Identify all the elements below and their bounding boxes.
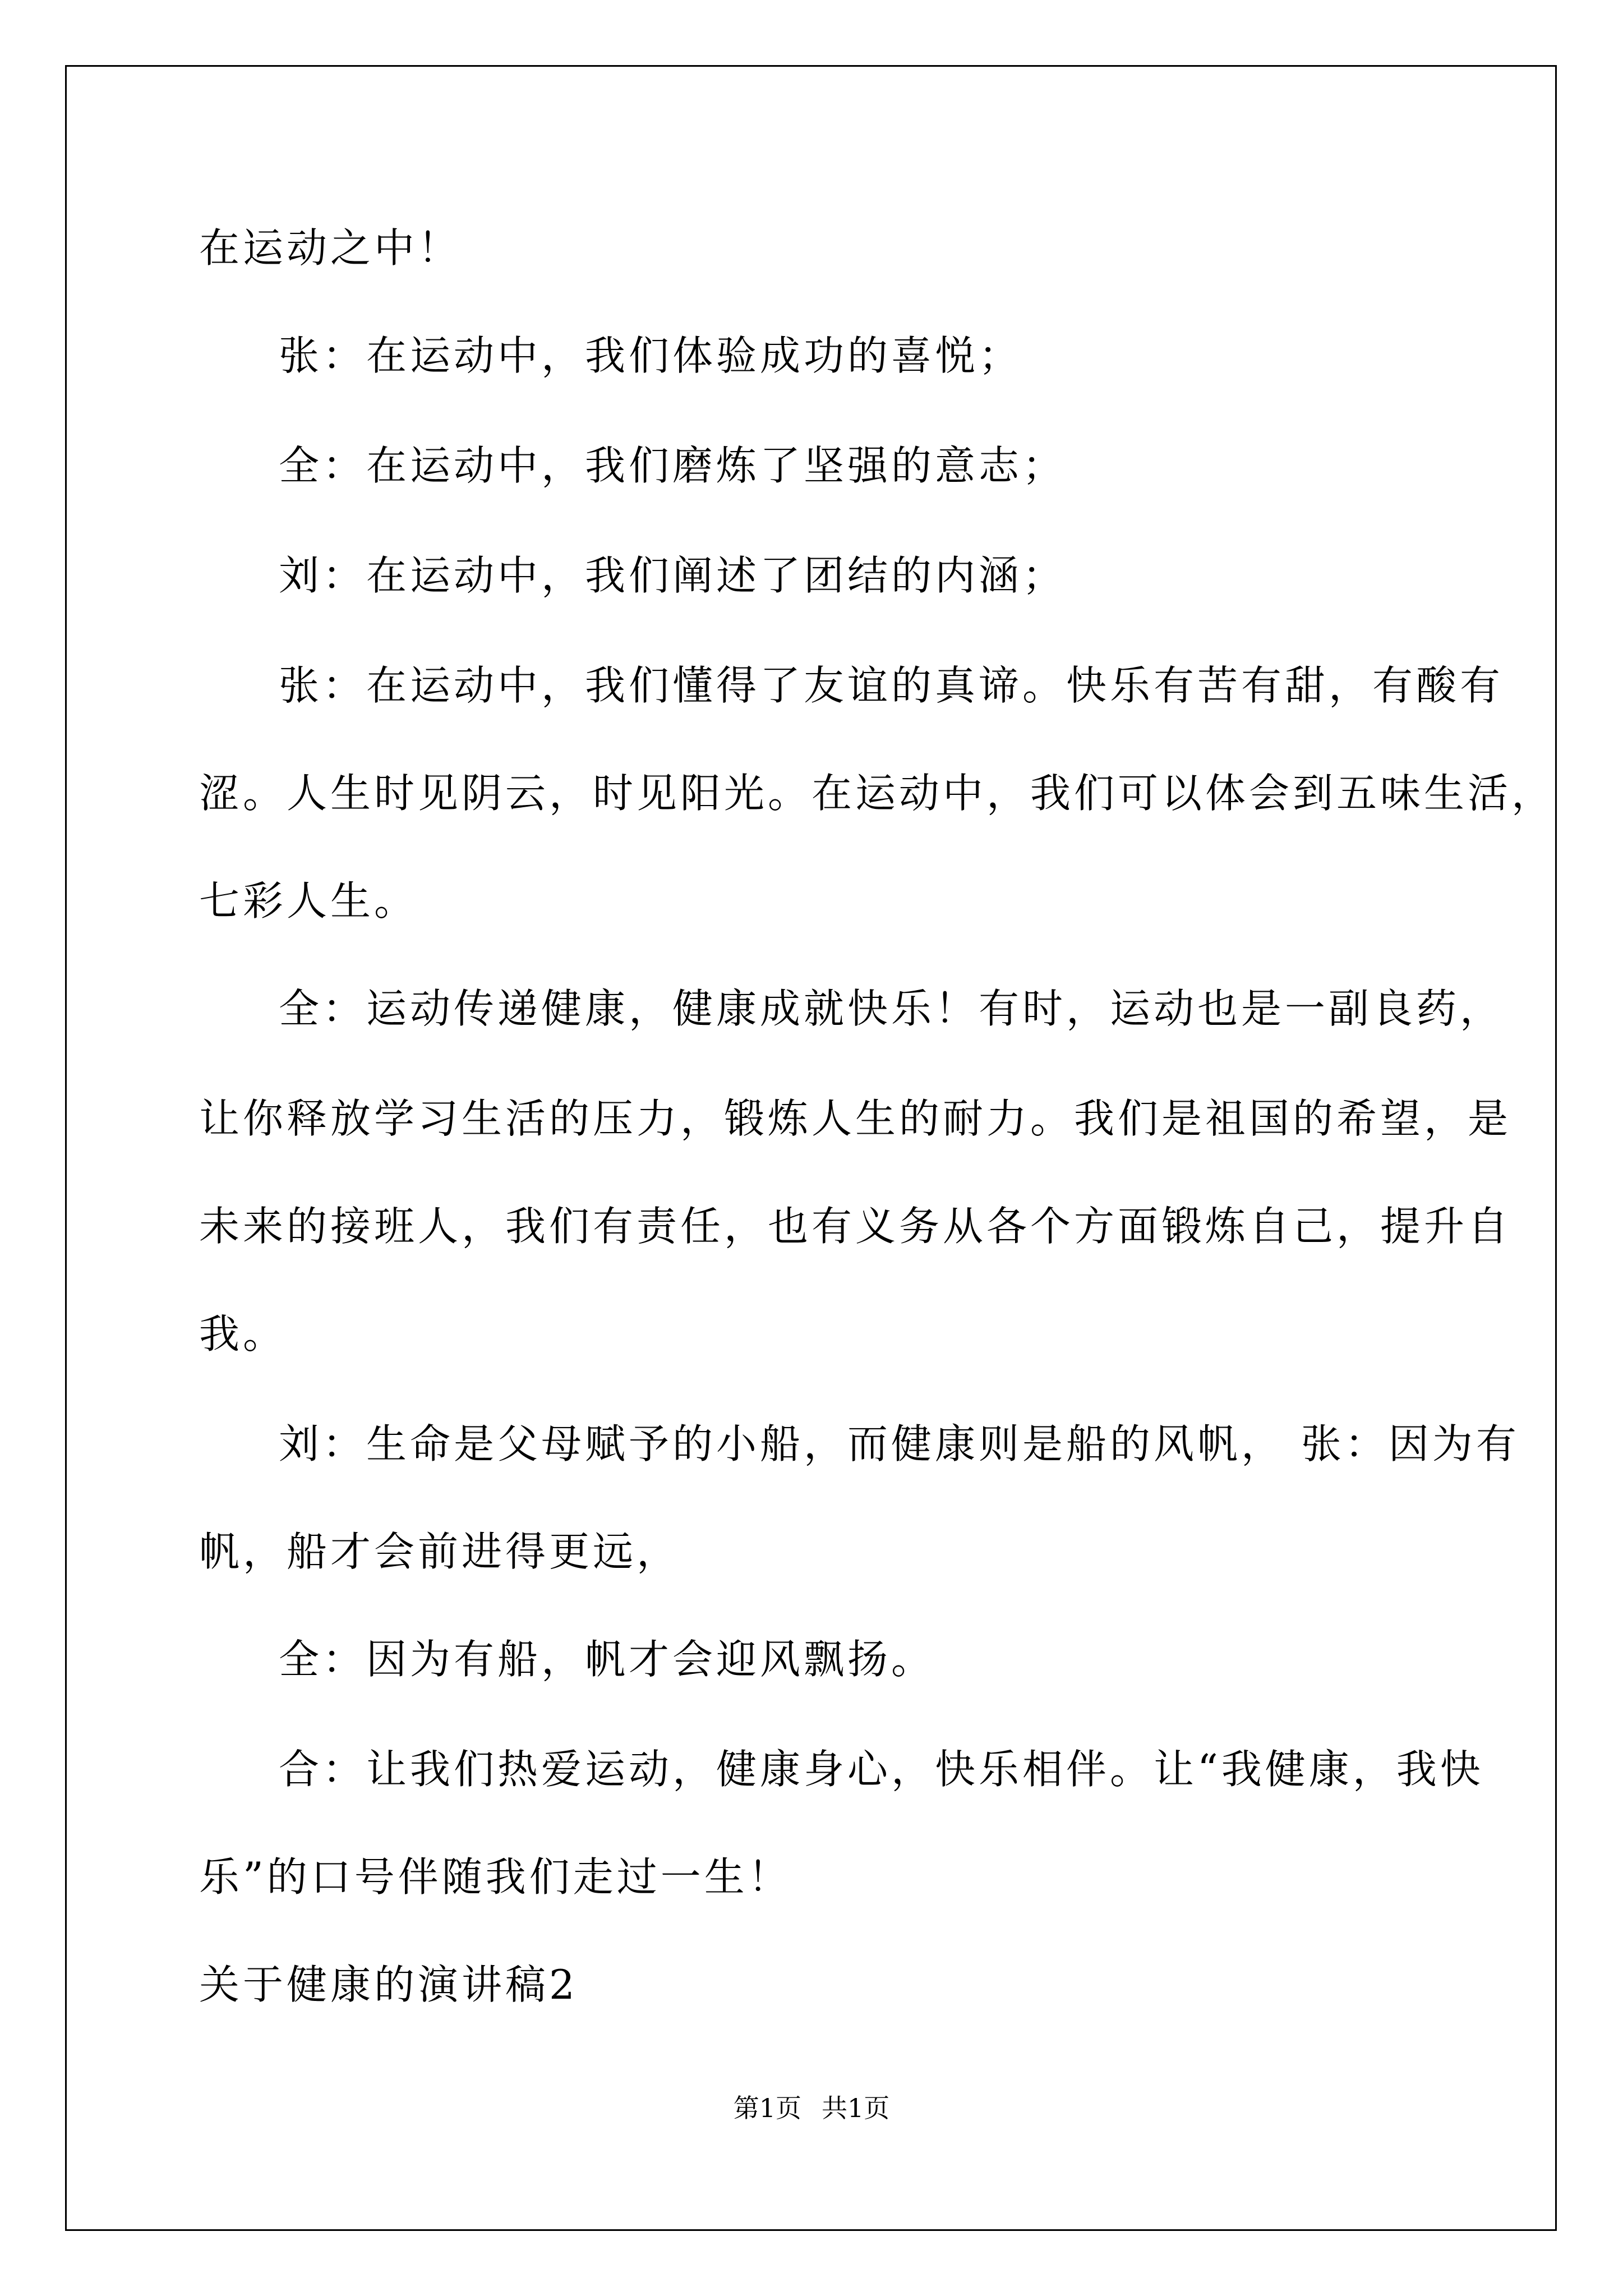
page-footer [0, 2088, 1623, 2125]
page-border [65, 65, 1557, 2231]
text-line: 在运动之中！ [199, 224, 462, 272]
page-total: 共1页 [822, 2093, 890, 2123]
text-line: 让你释放学习生活的压力，锻炼人生的耐力。我们是祖国的希望，是 [199, 1095, 1512, 1142]
text-line: 张：在运动中，我们懂得了友谊的真谛。快乐有苦有甜，有酸有 [279, 662, 1504, 709]
text-line: 七彩人生。 [199, 877, 418, 924]
text-line: 张：在运动中，我们体验成功的喜悦； [279, 332, 1023, 379]
text-line: 合：让我们热爱运动，健康身心，快乐相伴。让“我健康，我快 [279, 1746, 1484, 1793]
text-line: 全：因为有船，帆才会迎风飘扬。 [279, 1636, 935, 1683]
text-line: 刘：在运动中，我们阐述了团结的内涵； [279, 552, 1067, 599]
page-number: 第1页 [733, 2093, 801, 2123]
text-line: 刘：生命是父母赋予的小船，而健康则是船的风帆， 张：因为有 [279, 1420, 1520, 1467]
text-line: 全：在运动中，我们磨炼了坚强的意志； [279, 442, 1067, 489]
text-line: 未来的接班人，我们有责任，也有义务从各个方面锻炼自己，提升自 [199, 1203, 1512, 1250]
section-heading: 关于健康的演讲稿2 [199, 1961, 578, 2008]
text-line: 涩。人生时见阴云，时见阳光。在运动中，我们可以体会到五味生活， [199, 770, 1556, 817]
text-line: 我。 [199, 1310, 287, 1358]
text-line: 全：运动传递健康，健康成就快乐！有时，运动也是一副良药， [279, 985, 1504, 1032]
text-line: 帆，船才会前进得更远， [199, 1528, 681, 1575]
text-line: 乐”的口号伴随我们走过一生！ [199, 1853, 792, 1901]
